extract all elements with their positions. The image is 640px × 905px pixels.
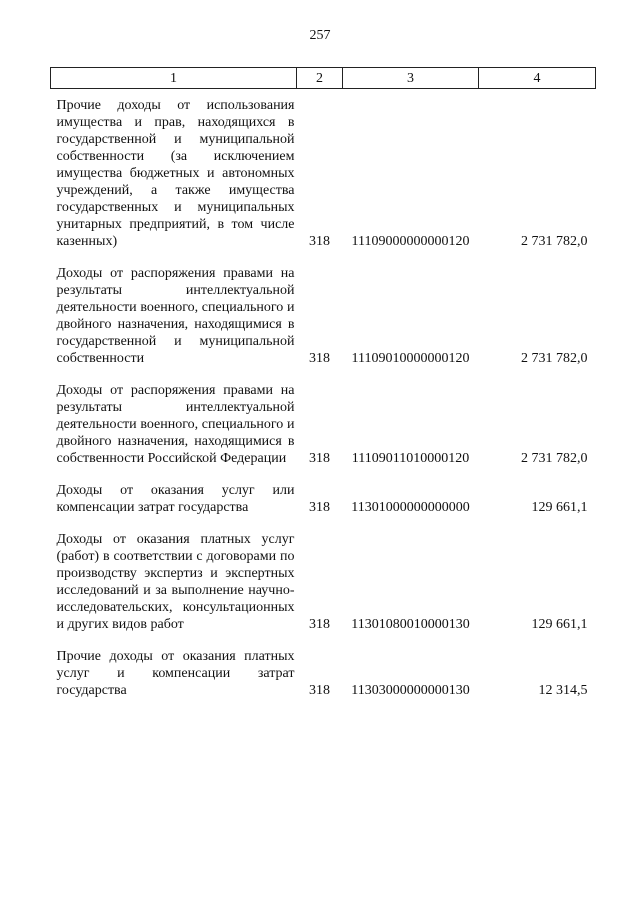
header-col-1: 1 <box>51 68 297 89</box>
header-col-3: 3 <box>343 68 479 89</box>
table-row <box>51 531 596 633</box>
table-header <box>51 68 596 89</box>
row-amount: 2 731 782,0 <box>521 351 588 366</box>
row-classification-code: 11301000000000000 <box>351 500 470 515</box>
row-classification-code: 11301080010000130 <box>351 617 470 632</box>
header-row <box>51 68 596 89</box>
row-amount: 129 661,1 <box>531 617 588 632</box>
header-col-4: 4 <box>479 68 596 89</box>
row-amount: 2 731 782,0 <box>521 451 588 466</box>
row-classification-code: 11303000000000130 <box>351 683 470 698</box>
row-amount: 129 661,1 <box>531 500 588 515</box>
row-description: Доходы от оказания платных услуг (работ) в соответствии с договорами по производству экспертиз и экспертных исследований и за выполнение научно-исследовательских, консультационных и других видов работ <box>56 532 295 632</box>
row-description: Доходы от распоряжения правами на результаты интеллектуальной деятельности военного, специального и двойного назначения, находящимися в государственной и муниципальной собственности <box>56 266 295 366</box>
row-admin-code: 318 <box>309 500 330 515</box>
page-number: 257 <box>309 28 331 43</box>
table-row <box>51 648 596 699</box>
row-admin-code: 318 <box>309 234 330 249</box>
row-description: Прочие доходы от использования имущества и прав, находящихся в государственной и муниципальной собственности (за исключением имущества бюджетных и автономных учреждений, а также имущества государственных и муниципальных унитарных предприятий, в том числе казенных) <box>56 98 295 249</box>
row-amount: 12 314,5 <box>538 683 588 698</box>
row-description: Доходы от оказания услуг или компенсации затрат государства <box>56 483 295 515</box>
row-amount: 2 731 782,0 <box>521 234 588 249</box>
revenue-table <box>50 67 596 699</box>
row-admin-code: 318 <box>309 451 330 466</box>
table-row <box>51 97 596 250</box>
table-row <box>51 482 596 516</box>
row-admin-code: 318 <box>309 617 330 632</box>
table-row <box>51 382 596 467</box>
header-col-2: 2 <box>297 68 343 89</box>
row-description: Доходы от распоряжения правами на результаты интеллектуальной деятельности военного, специального и двойного назначения, находящимися в собственности Российской Федерации <box>56 383 295 466</box>
row-classification-code: 11109011010000120 <box>351 451 470 466</box>
table-row <box>51 265 596 367</box>
row-admin-code: 318 <box>309 351 330 366</box>
row-classification-code: 11109000000000120 <box>351 234 470 249</box>
row-classification-code: 11109010000000120 <box>351 351 470 366</box>
row-admin-code: 318 <box>309 683 330 698</box>
row-description: Прочие доходы от оказания платных услуг и компенсации затрат государства <box>56 649 295 698</box>
